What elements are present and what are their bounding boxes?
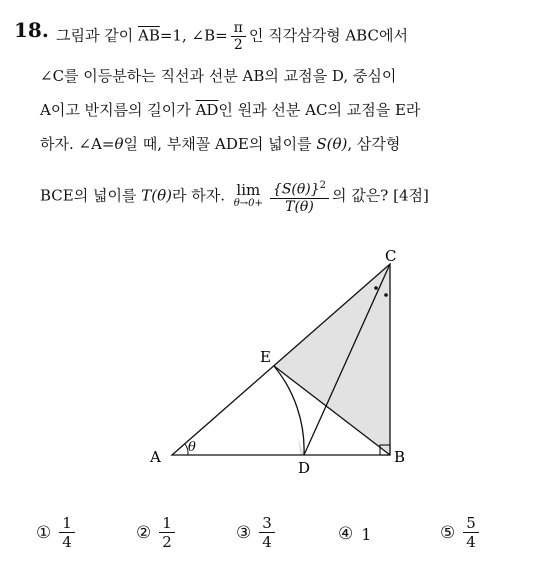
choice-5-fraction (463, 514, 479, 551)
choice-4[interactable] (338, 524, 371, 544)
t-theta: T(θ) (141, 186, 172, 205)
bisector-dot-2 (384, 293, 388, 297)
label-b: B (394, 448, 406, 466)
choice-1-fraction (59, 514, 75, 551)
choice-1[interactable] (36, 514, 75, 551)
segment-ad: $\overline{AD}$ (195, 101, 219, 119)
label-e: E (260, 348, 271, 366)
choice-2[interactable] (136, 514, 175, 551)
choice-3[interactable] (236, 514, 275, 551)
label-d: D (298, 459, 311, 477)
choice-2-fraction (159, 514, 175, 551)
question-line-2: ∠C를 이등분하는 직선과 선분 AB의 교점을 D, 중심이 (40, 67, 397, 85)
limit-numerator-base: {S(θ)} (272, 181, 320, 198)
line4-suffix: , 삼각형 (347, 135, 401, 153)
angle-b-num: π (231, 20, 246, 37)
choice-2-den: 2 (162, 533, 172, 551)
line5-suffix: 의 값은? [4점] (332, 186, 429, 205)
line3-prefix: A이고 반지름의 길이가 (40, 101, 196, 119)
choice-3-num: 3 (259, 514, 275, 533)
line1-prefix: 그림과 같이 (56, 26, 138, 45)
choice-1-num: 1 (59, 514, 75, 533)
line5-mid: 라 하자. (171, 186, 230, 205)
label-theta: θ (188, 440, 196, 455)
line4-prefix: 하자. ∠A= (40, 135, 115, 153)
choice-4-value: 1 (361, 524, 372, 544)
line4-theta: θ (114, 135, 124, 153)
question-number: 18. (14, 18, 49, 42)
bisector-dot-1 (374, 286, 378, 290)
label-c: C (385, 247, 397, 265)
choice-1-marker: ① (36, 522, 52, 543)
line5-prefix: BCE의 넓이를 (40, 186, 142, 205)
segment-ab: $\overline{AB}$ (138, 26, 160, 45)
choice-5[interactable] (440, 514, 479, 551)
line4-mid: 일 때, 부채꼴 ADE의 넓이를 (123, 135, 317, 153)
choice-3-fraction (259, 514, 275, 551)
choice-5-den: 4 (466, 533, 476, 551)
lim-subscript: θ→0+ (233, 198, 263, 210)
choice-2-marker: ② (136, 522, 152, 543)
limit-numerator-exp: 2 (319, 180, 327, 191)
limit-denominator: T(θ) (285, 198, 314, 215)
choice-3-den: 4 (262, 533, 272, 551)
line1-ab-eq: =1, ∠B= (159, 26, 228, 45)
choice-2-num: 1 (159, 514, 175, 533)
line3-suffix: 인 원과 선분 AC의 교점을 E라 (218, 101, 421, 119)
s-theta: S(θ) (316, 135, 348, 153)
choice-1-den: 4 (62, 533, 72, 551)
line1-suffix: 인 직각삼각형 ABC에서 (248, 26, 408, 45)
label-a: A (150, 448, 161, 466)
choice-3-marker: ③ (236, 522, 252, 543)
angle-b-den: 2 (233, 37, 243, 53)
lim-word: lim (236, 181, 261, 200)
choice-5-num: 5 (463, 514, 479, 533)
choice-5-marker: ⑤ (440, 522, 456, 543)
choice-4-marker: ④ (338, 524, 354, 544)
